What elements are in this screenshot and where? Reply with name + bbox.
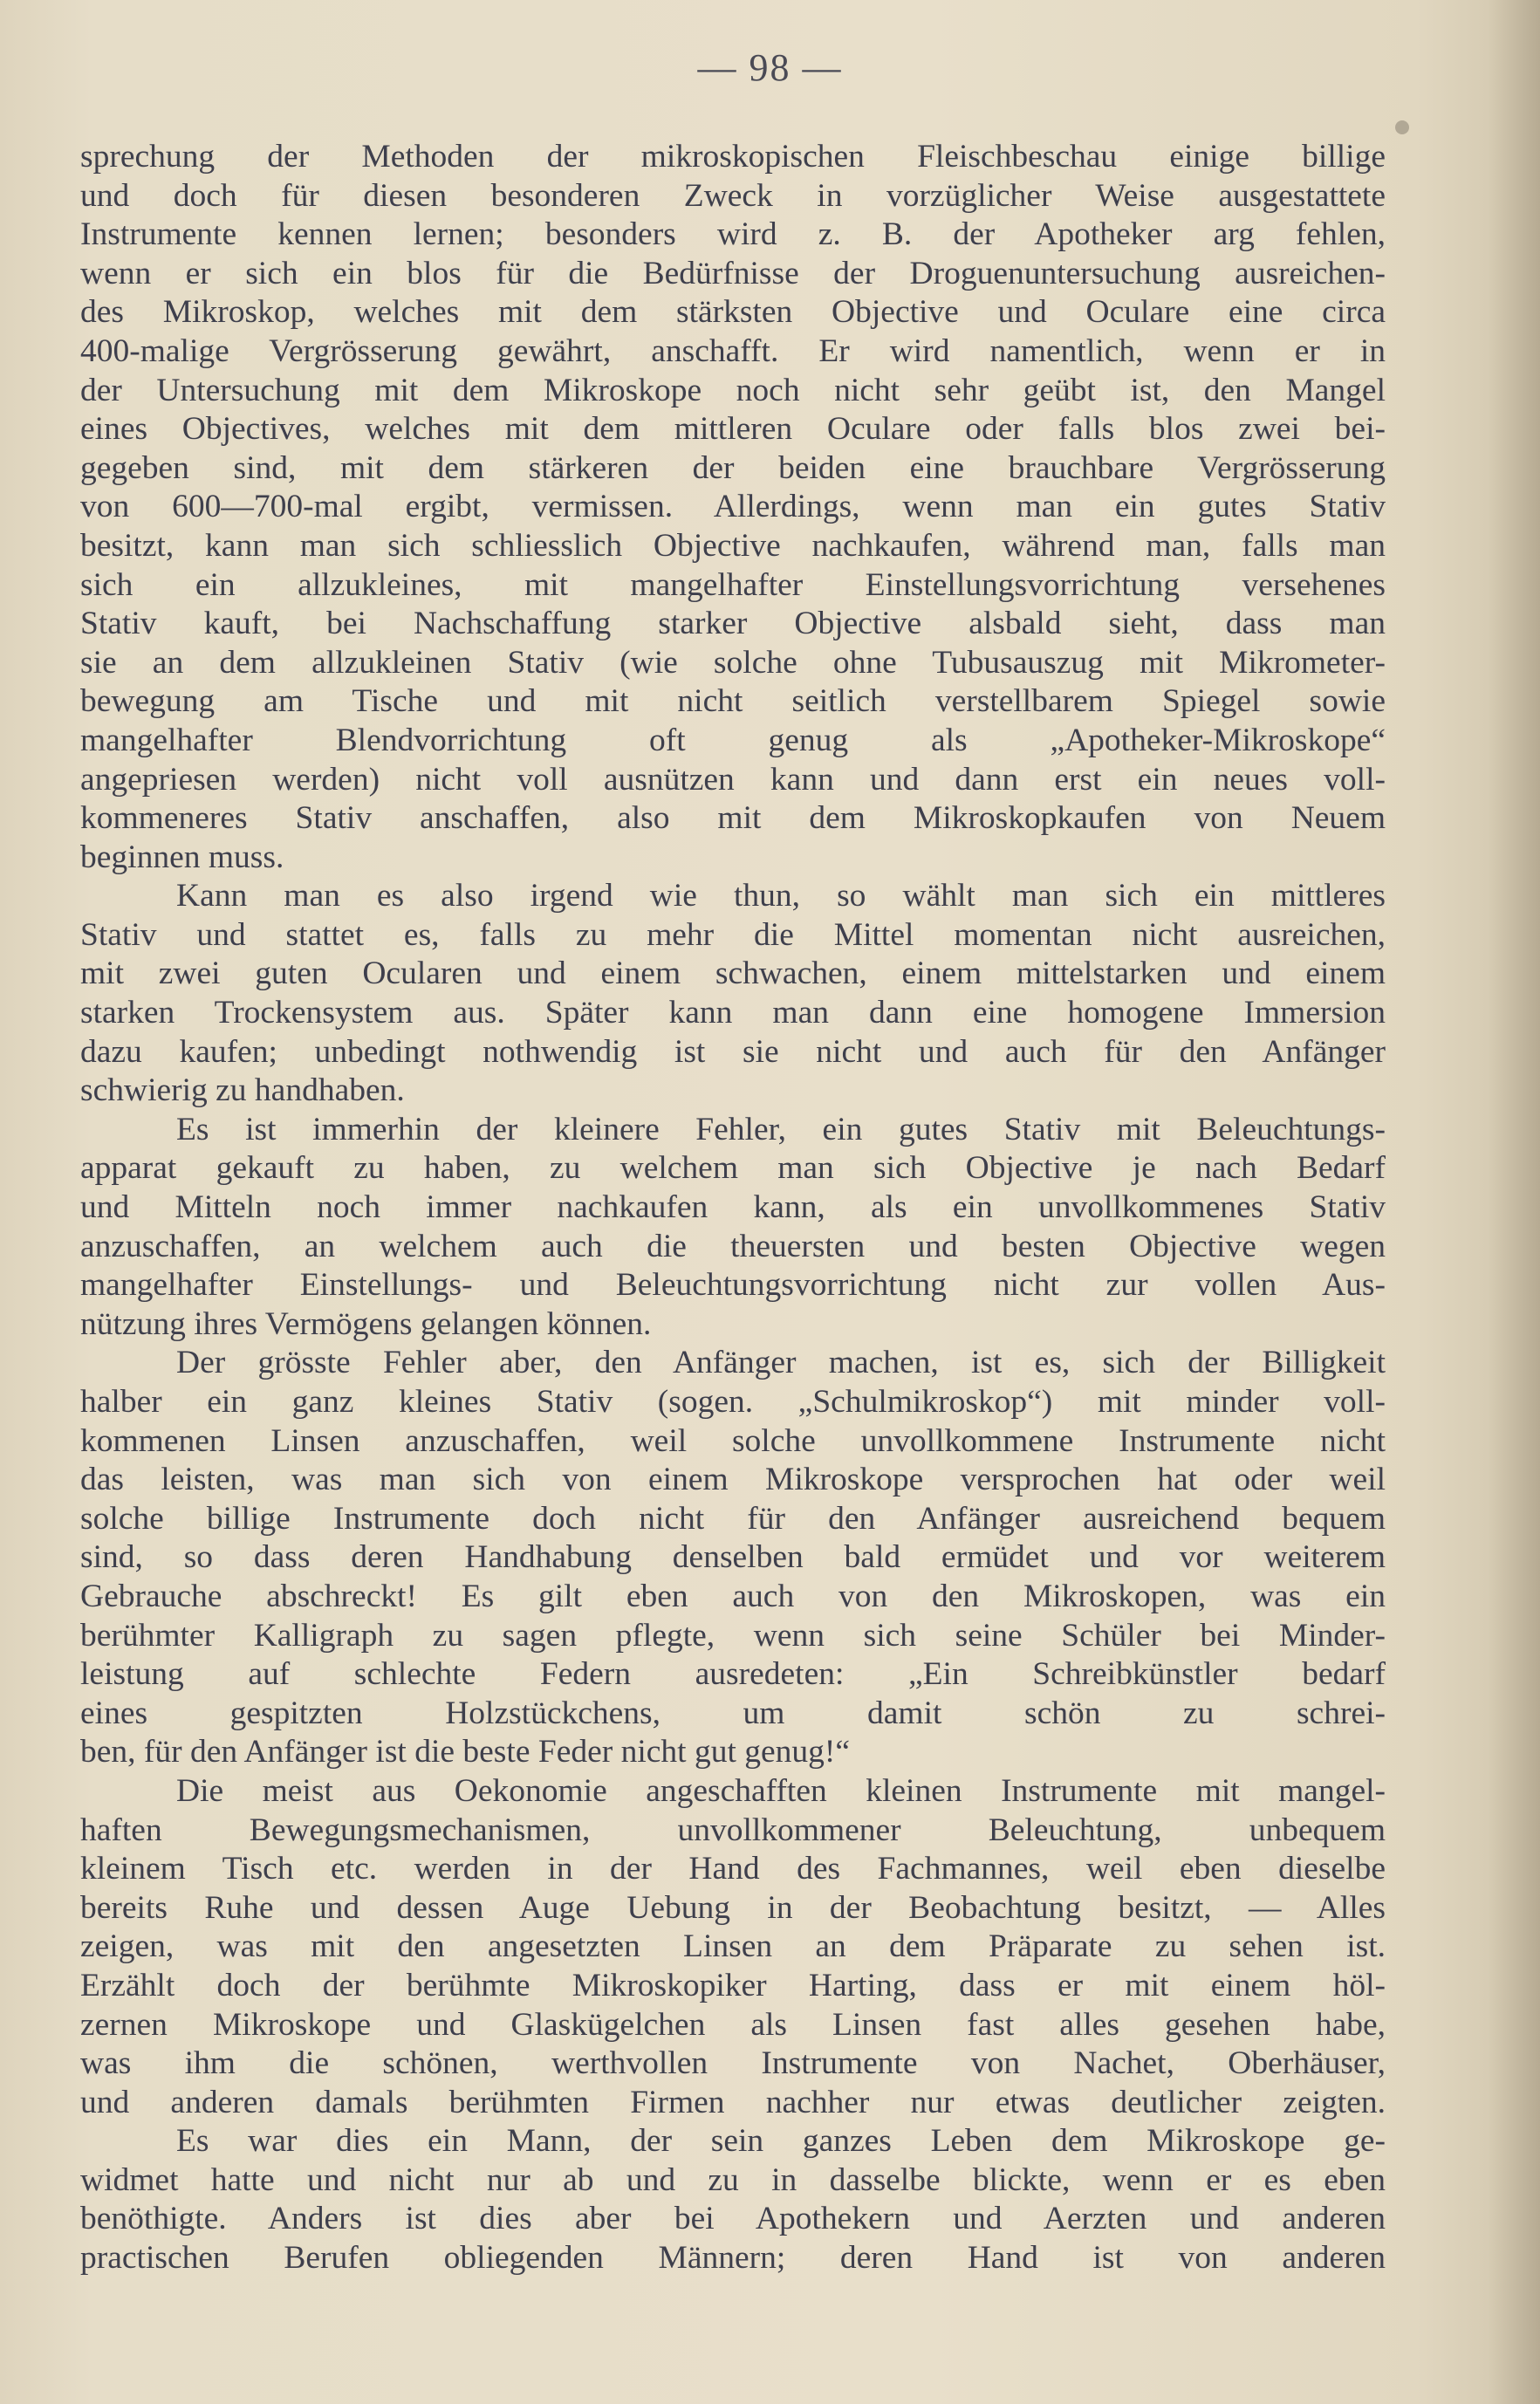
page-number: — 98 — (697, 46, 843, 89)
body-text (80, 138, 1386, 2278)
text-line: sie an dem allzukleinen Stativ (wie solche ohne Tubusauszug mit Mikrometer- (80, 644, 1386, 681)
text-line: und Mitteln noch immer nachkaufen kann, als ein unvollkommenes Stativ (80, 1189, 1386, 1226)
text-line: sind, so dass deren Handhabung denselben bald ermüdet und vor weiterem (80, 1539, 1386, 1576)
text-line: halber ein ganz kleines Stativ (sogen. „Schulmikroskop“) mit minder voll- (80, 1384, 1386, 1420)
text-line: nützung ihres Vermögens gelangen können. (80, 1305, 652, 1342)
text-line: Die meist aus Oekonomie angeschafften kleinen Instrumente mit mangel- (176, 1772, 1386, 1809)
text-line: was ihm die schönen, werthvollen Instrumente von Nachet, Oberhäuser, (80, 2045, 1386, 2082)
text-line: angepriesen werden) nicht voll ausnützen kann und dann erst ein neues voll- (80, 761, 1386, 798)
text-line: Der grösste Fehler aber, den Anfänger machen, ist es, sich der Billigkeit (176, 1345, 1386, 1381)
text-line: 400-malige Vergrösserung gewährt, anschafft. Er wird namentlich, wenn er in (80, 332, 1386, 369)
text-line: von 600—700-mal ergibt, vermissen. Allerdings, wenn man ein gutes Stativ (80, 489, 1386, 525)
text-line: mangelhafter Blendvorrichtung oft genug als „Apotheker-Mikroskope“ (80, 722, 1386, 758)
text-line: zeigen, was mit den angesetzten Linsen an dem Präparate zu sehen ist. (80, 1928, 1386, 1965)
text-line: schwierig zu handhaben. (80, 1072, 405, 1109)
text-line: kommenen Linsen anzuschaffen, weil solche unvollkommene Instrumente nicht (80, 1422, 1386, 1459)
text-line: Gebrauche abschreckt! Es gilt eben auch von den Mikroskopen, was ein (80, 1578, 1386, 1614)
text-line: solche billige Instrumente doch nicht für den Anfänger ausreichend bequem (80, 1500, 1386, 1537)
text-line: beginnen muss. (80, 839, 284, 875)
text-line: benöthigte. Anders ist dies aber bei Apothekern und Aerzten und anderen (80, 2201, 1386, 2237)
text-line: apparat gekauft zu haben, zu welchem man sich Objective je nach Bedarf (80, 1150, 1386, 1187)
text-line: Es ist immerhin der kleinere Fehler, ein gutes Stativ mit Beleuchtungs- (176, 1111, 1386, 1147)
text-line: mit zwei guten Ocularen und einem schwachen, einem mittelstarken und einem (80, 955, 1386, 992)
text-line: Kann man es also irgend wie thun, so wählt man sich ein mittleres (176, 878, 1386, 914)
text-line: des Mikroskop, welches mit dem stärksten Objective und Oculare eine circa (80, 294, 1386, 331)
text-line: wenn er sich ein blos für die Bedürfnisse der Droguenuntersuchung ausreichen- (80, 255, 1386, 291)
text-line: berühmter Kalligraph zu sagen pflegte, wenn sich seine Schüler bei Minder- (80, 1617, 1386, 1654)
text-line: ben, für den Anfänger ist die beste Feder nicht gut genug!“ (80, 1734, 851, 1770)
text-line: practischen Berufen obliegenden Männern; deren Hand ist von anderen (80, 2240, 1386, 2277)
text-line: haften Bewegungsmechanismen, unvollkommener Beleuchtung, unbequem (80, 1812, 1386, 1848)
text-line: zernen Mikroskope und Glaskügelchen als Linsen fast alles gesehen habe, (80, 2006, 1386, 2043)
text-line: widmet hatte und nicht nur ab und zu in dasselbe blickte, wenn er es eben (80, 2161, 1386, 2198)
text-line: Erzählt doch der berühmte Mikroskopiker Harting, dass er mit einem höl- (80, 1967, 1386, 2003)
text-line: besitzt, kann man sich schliesslich Objective nachkaufen, während man, falls man (80, 527, 1386, 564)
text-line: Stativ und stattet es, falls zu mehr die Mittel momentan nicht ausreichen, (80, 916, 1386, 953)
text-line: mangelhafter Einstellungs- und Beleuchtungsvorrichtung nicht zur vollen Aus- (80, 1267, 1386, 1304)
text-line: leistung auf schlechte Federn ausredeten: „Ein Schreibkünstler bedarf (80, 1656, 1386, 1693)
text-line: sich ein allzukleines, mit mangelhafter Einstellungsvorrichtung versehenes (80, 566, 1386, 603)
text-line: dazu kaufen; unbedingt nothwendig ist sie nicht und auch für den Anfänger (80, 1033, 1386, 1070)
text-line: kommeneres Stativ anschaffen, also mit dem Mikroskopkaufen von Neuem (80, 800, 1386, 837)
text-line: starken Trockensystem aus. Später kann man dann eine homogene Immersion (80, 995, 1386, 1031)
text-line: eines Objectives, welches mit dem mittleren Oculare oder falls blos zwei bei- (80, 411, 1386, 448)
ink-spot (1395, 120, 1409, 134)
text-line: Instrumente kennen lernen; besonders wird z. B. der Apotheker arg fehlen, (80, 216, 1386, 253)
text-line: das leisten, was man sich von einem Mikroskope versprochen hat oder weil (80, 1462, 1386, 1498)
text-line: eines gespitzten Holzstückchens, um damit schön zu schrei- (80, 1695, 1386, 1731)
text-line: sprechung der Methoden der mikroskopischen Fleischbeschau einige billige (80, 139, 1386, 175)
text-line: anzuschaffen, an welchem auch die theuersten und besten Objective wegen (80, 1228, 1386, 1264)
text-line: Stativ kauft, bei Nachschaffung starker Objective alsbald sieht, dass man (80, 606, 1386, 642)
spine-shadow (1488, 0, 1540, 2404)
text-line: bereits Ruhe und dessen Auge Uebung in der Beobachtung besitzt, — Alles (80, 1889, 1386, 1926)
text-line: gegeben sind, mit dem stärkeren der beiden eine brauchbare Vergrösserung (80, 449, 1386, 486)
text-line: Es war dies ein Mann, der sein ganzes Leben dem Mikroskope ge- (176, 2123, 1386, 2160)
text-line: und doch für diesen besonderen Zweck in vorzüglicher Weise ausgestattete (80, 177, 1386, 214)
text-line: der Untersuchung mit dem Mikroskope noch nicht sehr geübt ist, den Mangel (80, 372, 1386, 408)
text-line: und anderen damals berühmten Firmen nachher nur etwas deutlicher zeigten. (80, 2084, 1386, 2120)
text-line: bewegung am Tische und mit nicht seitlich verstellbarem Spiegel sowie (80, 683, 1386, 720)
text-line: kleinem Tisch etc. werden in der Hand des Fachmannes, weil eben dieselbe (80, 1851, 1386, 1887)
